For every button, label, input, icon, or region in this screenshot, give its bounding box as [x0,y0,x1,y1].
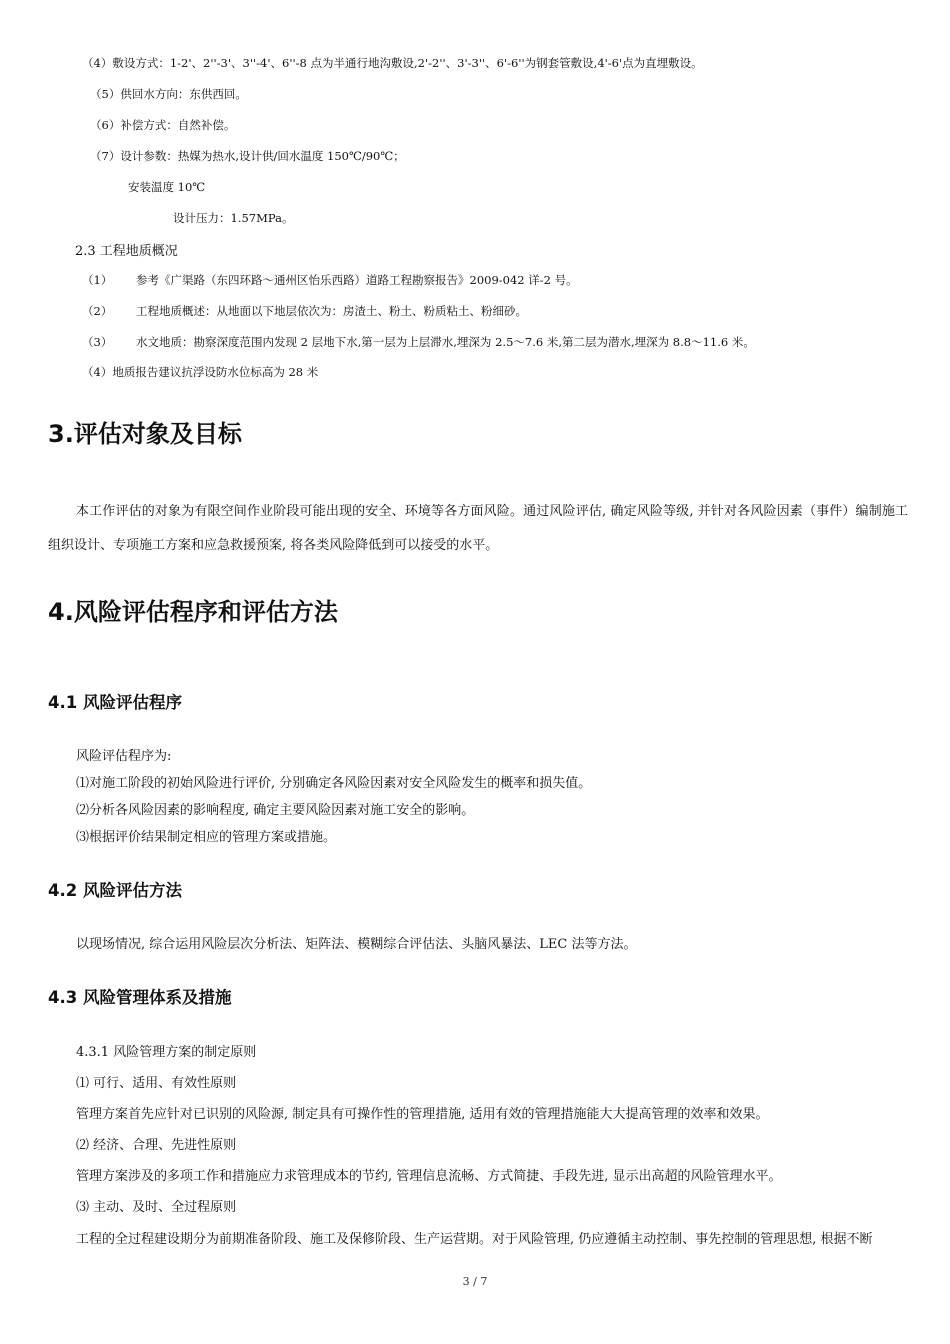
section-4-2-title: 4.2 风险评估方法 [48,881,182,900]
geology-item-text: 参考《广渠路（东四环路～通州区怡乐西路）道路工程勘察报告》2009-042 详-2 号。 [136,273,578,287]
procedure-step-1: ⑴对施工阶段的初始风险进行评价, 分别确定各风险因素对安全风险发生的概率和损失值。 [76,776,592,791]
section-4-title: 4.风险评估程序和评估方法 [48,598,338,626]
principle-3-title: ⑶ 主动、及时、全过程原则 [76,1200,237,1215]
section-4-3-1-title: 4.3.1 风险管理方案的制定原则 [76,1045,257,1060]
design-parameters: （7）设计参数：热媒为热水,设计供/回水温度 150℃/90℃； [90,149,405,163]
compensation-method: （6）补偿方式：自然补偿。 [90,118,236,132]
geology-item-4: （4）地质报告建议抗浮设防水位标高为 28 米 [82,365,319,379]
procedure-step-3: ⑶根据评价结果制定相应的管理方案或措施。 [76,830,337,845]
procedure-intro: 风险评估程序为: [76,749,172,764]
section-3-paragraph: 本工作评估的对象为有限空间作业阶段可能出现的安全、环境等各方面风险。通过风险评估, 确定风险等级, 并针对各风险因素（事件）编制施工组织设计、专项施工方案和应急救援预案, 将各类风险降低到可以接受的水平。 [48,504,908,553]
method-text: 以现场情况, 综合运用风险层次分析法、矩阵法、模糊综合评估法、头脑风暴法、LEC 法等方法。 [76,937,637,952]
section-4-1-title: 4.1 风险评估程序 [48,693,182,712]
principle-2-title: ⑵ 经济、合理、先进性原则 [76,1138,237,1153]
geology-item-3 [82,334,755,350]
geology-item-number: （2） [82,304,113,318]
geology-item-1 [82,272,578,288]
procedure-step-2: ⑵分析各风险因素的影响程度, 确定主要风险因素对施工安全的影响。 [76,803,475,818]
principle-1-title: ⑴ 可行、适用、有效性原则 [76,1076,237,1091]
section-4-3-title: 4.3 风险管理体系及措施 [48,988,232,1007]
geology-item-number: （1） [82,273,113,287]
geology-heading: 2.3 工程地质概况 [75,244,178,259]
principle-3-text: 工程的全过程建设期分为前期准备阶段、施工及保修阶段、生产运营期。对于风险管理, 仍应遵循主动控制、事先控制的管理思想, 根据不断 [76,1232,873,1247]
page-number: 3 / 7 [462,1275,488,1288]
geology-item-text: 工程地质概述：从地面以下地层依次为：房渣土、粉土、粉质粘土、粉细砂。 [136,304,527,318]
geology-item-2 [82,303,527,319]
laying-method: （4）敷设方式：1-2'、2''-3'、3''-4'、6''-8 点为半通行地沟敷设,2'-2''、3'-3''、6'-6''为钢套管敷设,4'-6'点为直埋敷设。 [82,56,703,70]
supply-direction: （5）供回水方向：东供西回。 [90,87,247,101]
design-pressure: 设计压力：1.57MPa。 [173,211,294,225]
principle-1-text: 管理方案首先应针对已识别的风险源, 制定具有可操作性的管理措施, 适用有效的管理措施能大大提高管理的效率和效果。 [76,1107,769,1122]
section-3-title: 3.评估对象及目标 [48,420,242,448]
geology-item-number: （3） [82,335,113,349]
install-temperature: 安装温度 10℃ [128,180,206,194]
geology-item-text: 水文地质：勘察深度范围内发现 2 层地下水,第一层为上层滞水,埋深为 2.5～7.6 米,第二层为潜水,埋深为 8.8～11.6 米。 [136,335,755,349]
principle-2-text: 管理方案涉及的多项工作和措施应力求管理成本的节约, 管理信息流畅、方式简捷、手段先进, 显示出高超的风险管理水平。 [76,1169,782,1184]
